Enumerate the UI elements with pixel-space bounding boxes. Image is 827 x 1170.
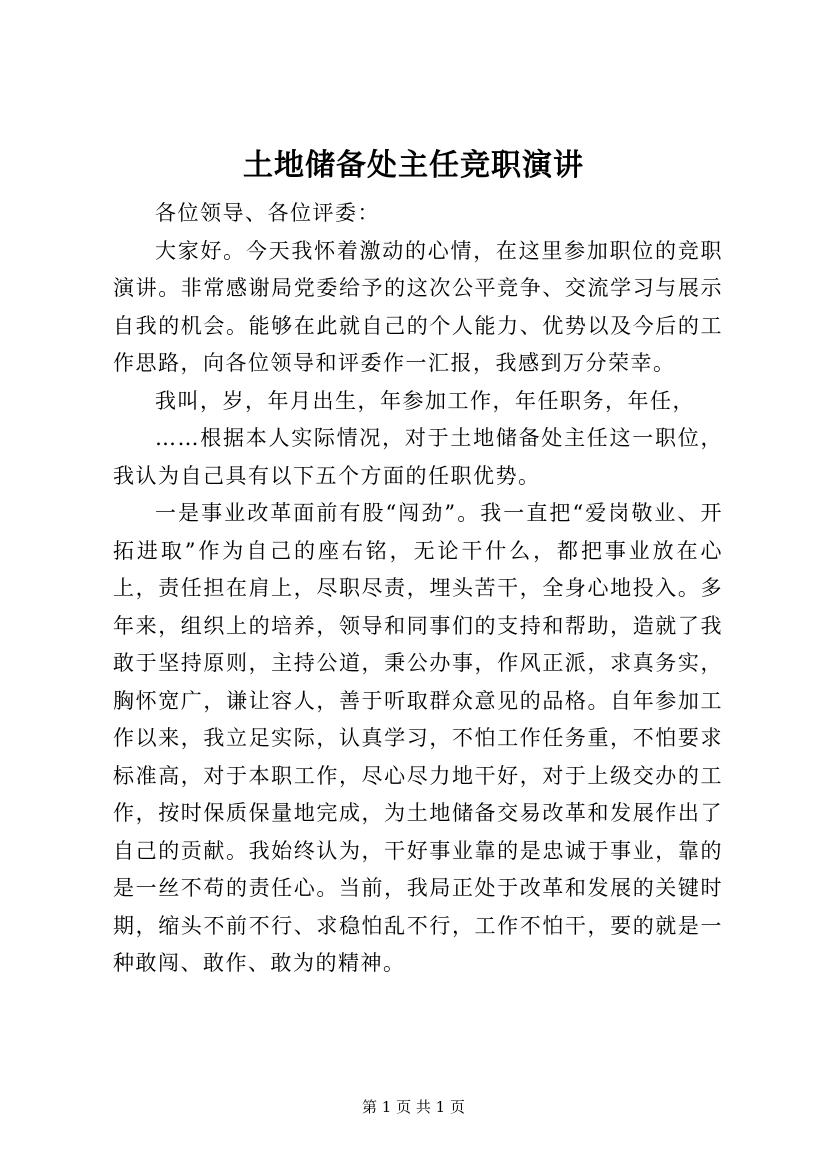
first-advantage-paragraph: 一是事业改革面前有股“闯劲”。我一直把“爱岗敬业、开拓进取”作为自己的座右铭，无论干什么，都把事业放在心上，责任担在肩上，尽职尽责，埋头苦干，全身心地投入。多年来，组织上的培养，领导和同事们的支持和帮助，造就了我敢于坚持原则，主持公道，秉公办事，作风正派，求真务实，胸怀宽广，谦让容人，善于听取群众意见的品格。自年参加工作以来，我立足实际，认真学习，不怕工作任务重，不怕要求标准高，对于本职工作，尽心尽力地干好，对于上级交办的工作，按时保质保量地完成，为土地储备交易改革和发展作出了自己的贡献。我始终认为，干好事业靠的是忠诚于事业，靠的是一丝不苟的责任心。当前，我局正处于改革和发展的关键时期，缩头不前不行、求稳怕乱不行，工作不怕干，要的就是一种敢闯、敢作、敢为的精神。 [113,501,723,975]
document-title: 土地储备处主任竞职演讲 [243,148,584,183]
greeting-paragraph: 大家好。今天我怀着激动的心情，在这里参加职位的竞职演讲。非常感谢局党委给予的这次公平竞争、交流学习与展示自我的机会。能够在此就自己的个人能力、优势以及今后的工作思路，向各位领导和评委作一汇报，我感到万分荣幸。 [113,238,723,375]
advantages-intro-paragraph: ……根据本人实际情况，对于土地储备处主任这一职位，我认为自己具有以下五个方面的任职优势。 [113,426,723,488]
salutation-paragraph: 各位领导、各位评委： [155,201,380,225]
personal-info-paragraph: 我叫，岁，年月出生，年参加工作，年任职务，年任， [155,388,695,413]
document-body [113,195,723,983]
page-number-footer: 第 1 页 共 1 页 [362,1098,465,1116]
